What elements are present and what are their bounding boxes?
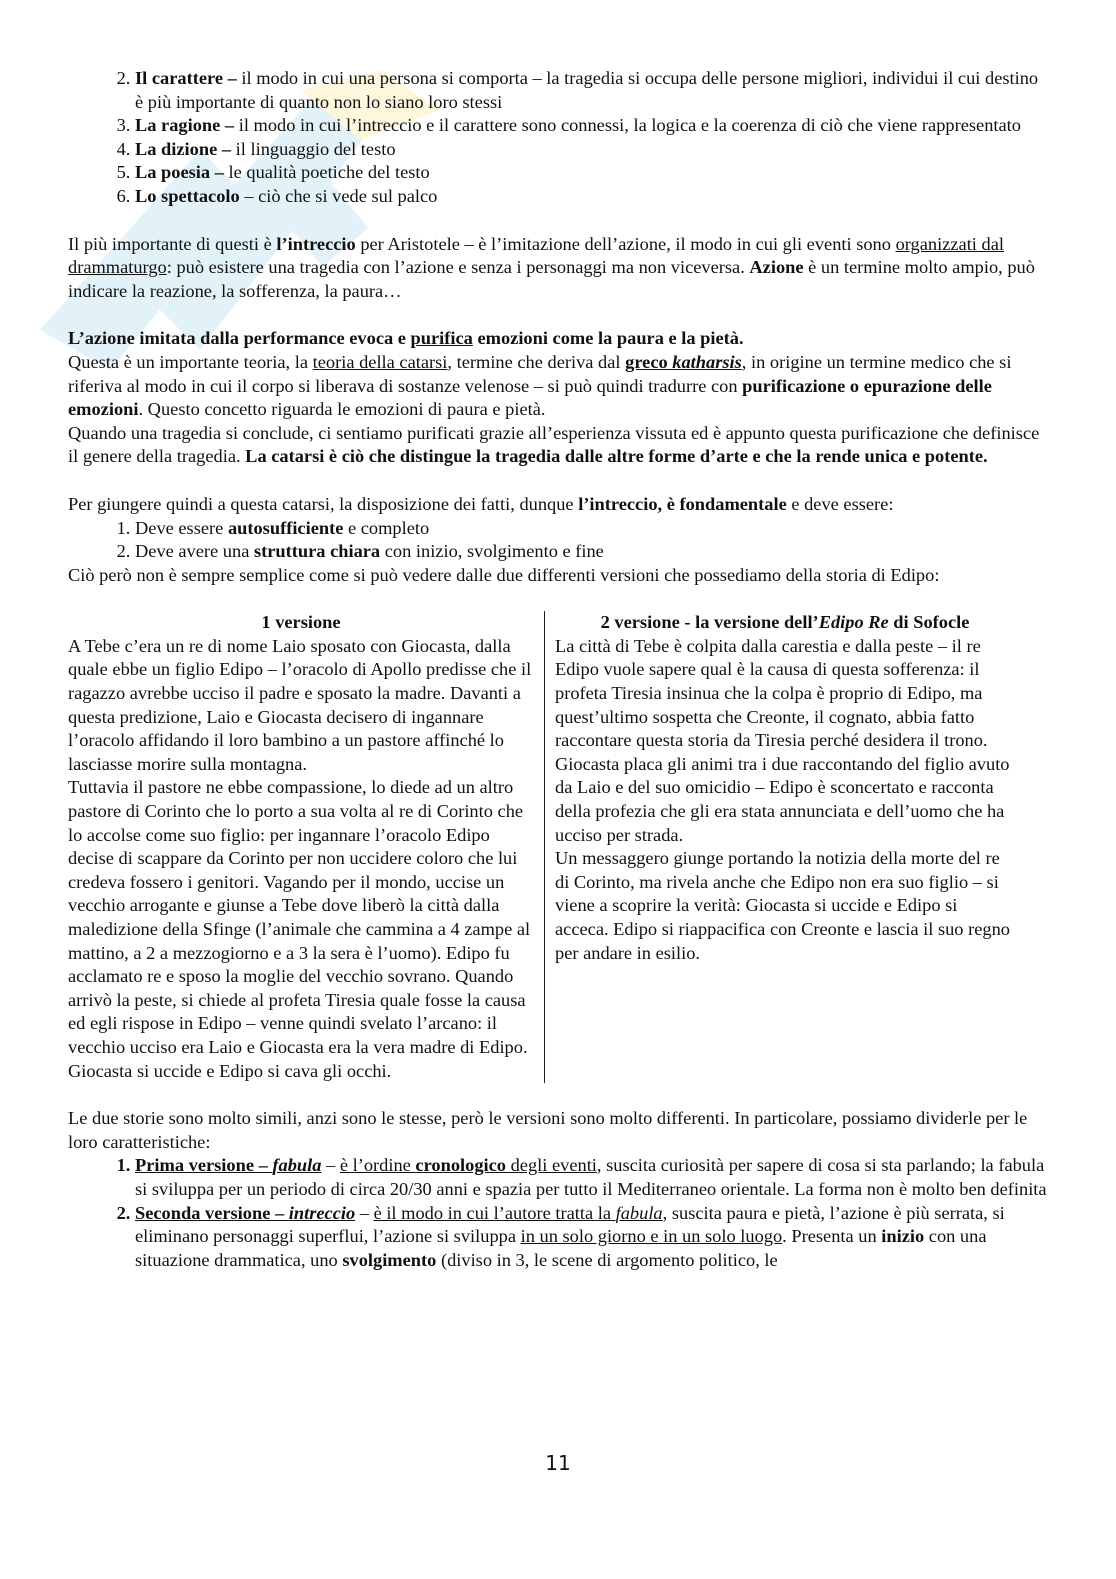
list-item: 3. La ragione – il modo in cui l’intreccio e il carattere sono connessi, la logica e la coerenza di ciò che viene rappresentato xyxy=(135,114,1048,138)
column-second-version xyxy=(545,611,1015,1083)
list-item: 2. Deve avere una struttura chiara con inizio, svolgimento e fine xyxy=(135,540,1048,564)
paragraph-conclusion: Le due storie sono molto simili, anzi sono le stesse, però le versioni sono molto differenti. In particolare, possiamo dividerle per le loro caratteristiche: xyxy=(68,1108,1028,1152)
column-first-version xyxy=(68,611,545,1083)
paragraph-intreccio: Per giungere quindi a questa catarsi, la disposizione dei fatti, dunque l’intreccio, è fondamentale e deve essere: xyxy=(68,493,894,514)
column-text: A Tebe c’era un re di nome Laio sposato con Giocasta, dalla quale ebbe un figlio Edipo – l’oracolo di Apollo predisse che il ragazzo avrebbe ucciso il padre e sposato la madre. Davanti a questa predizione, Laio e Giocasta decisero di ingannare l’oracolo affidando il loro bambino a un pastore affinché lo lasciasse morire sulla montagna. xyxy=(68,635,532,774)
intreccio-list xyxy=(68,517,1048,564)
list-item: 2. Seconda versione – intreccio – è il modo in cui l’autore tratta la fabula, suscita paura e pietà, l’azione è più serrata, si eliminano personaggi superflui, l’azione si sviluppa in un solo giorno e in un solo luogo. Presenta un inizio con una situazione drammatica, uno svolgimento (diviso in 3, le scene di argomento politico, le xyxy=(135,1202,1048,1273)
heading-catarsi: L’azione imitata dalla performance evoca e purifica emozioni come la paura e la pietà. xyxy=(68,328,744,349)
column-title: 1 versione xyxy=(261,612,341,633)
list-item: 2. Il carattere – il modo in cui una persona si comporta – la tragedia si occupa delle persone migliori, individui il cui destino è più importante di quanto non lo siano loro stessi xyxy=(135,67,1048,114)
paragraph-intreccio-aristotele: Il più importante di questi è l’intreccio per Aristotele – è l’imitazione dell’azione, il modo in cui gli eventi sono organizzati dal drammaturgo: può esistere una tragedia con l’azione e senza i personaggi ma non viceversa. Azione è un termine molto ampio, può indicare la reazione, la sofferenza, la paura… xyxy=(68,233,1035,301)
page-number: 11 xyxy=(545,1451,571,1475)
conclusion-list xyxy=(68,1154,1048,1272)
paragraph-catarsi: Questa è un importante teoria, la teoria della catarsi, termine che deriva dal greco katharsis, in origine un termine medico che si riferiva al modo in cui il corpo si liberava di sostanze velenose – si può quindi tradurre con purificazione o epurazione delle emozioni. Questo concetto riguarda le emozioni di paura e pietà. xyxy=(68,351,1012,420)
two-column-versions xyxy=(68,611,1048,1083)
term: Il carattere – xyxy=(135,68,237,88)
list-item: 4. La dizione – il linguaggio del testo xyxy=(135,138,1048,162)
top-list xyxy=(68,67,1048,209)
column-text: Un messaggero giunge portando la notizia della morte del re di Corinto, ma rivela anche che Edipo non era suo figlio – si viene a scoprire la verità: Giocasta si uccide e Edipo si acceca. Edipo si riappacifica con Creonte e lascia il suo regno per andare in esilio. xyxy=(555,848,1010,963)
column-title: 2 versione - la versione dell’Edipo Re di Sofocle xyxy=(600,612,970,633)
term: La ragione – xyxy=(135,115,235,136)
paragraph-versioni: Ciò però non è sempre semplice come si può vedere dalle due differenti versioni che possediamo della storia di Edipo: xyxy=(68,564,940,585)
term: La dizione – xyxy=(135,138,232,159)
term: Lo spettacolo xyxy=(135,185,240,206)
term: La poesia – xyxy=(135,162,224,183)
list-item: 5. La poesia – le qualità poetiche del testo xyxy=(135,161,1048,185)
list-item: 1. Deve essere autosufficiente e completo xyxy=(135,517,1048,541)
list-item: 6. Lo spettacolo – ciò che si vede sul palco xyxy=(135,185,1048,209)
list-item: 1. Prima versione – fabula – è l’ordine cronologico degli eventi, suscita curiosità per sapere di cosa si sta parlando; la fabula si sviluppa per un periodo di circa 20/30 anni e spazia per tutto il Mediterraneo orientale. La forma non è molto ben definita xyxy=(135,1154,1048,1201)
column-text: Tuttavia il pastore ne ebbe compassione, lo diede ad un altro pastore di Corinto che lo porto a sua volta al re di Corinto che lo accolse come suo figlio: per ingannare l’oracolo Edipo decise di scappare da Corinto per non uccidere coloro che lui credeva fossero i genitori. Vagando per il mondo, uccise un vecchio arrogante e giunse a Tebe dove liberò la città dalla maledizione della Sfinge (l’animale che cammina a 4 zampe al mattino, a 2 a mezzogiorno e a 3 la sera è l’uomo). Edipo fu acclamato re e sposo la moglie del vecchio sovrano. Quando arrivò la peste, si chiede al profeta Tiresia quale fosse la causa ed egli rispose in Edipo – venne quindi svelato l’arcano: il vecchio ucciso era Laio e Giocasta era la vera madre di Edipo. xyxy=(68,777,531,1057)
document-page xyxy=(68,67,1048,1272)
column-text: La città di Tebe è colpita dalla carestia e dalla peste – il re Edipo vuole sapere qual è la causa di questa sofferenza: il profeta Tiresia insinua che la colpa è proprio di Edipo, ma quest’ultimo sospetta che Creonte, il cognato, abbia fatto raccontare questa storia da Tiresia perché desidera il trono. Giocasta placa gli animi tra i due raccontando del figlio avuto da Laio e del suo omicidio – Edipo è sconcertato e racconta della profezia che gli era stata annunciata e dell’uomo che ha ucciso per strada. xyxy=(555,635,1010,845)
paragraph-catarsi-2: Quando una tragedia si conclude, ci sentiamo purificati grazie all’esperienza vissuta ed è appunto questa purificazione che definisce il genere della tragedia. La catarsi è ciò che distingue la tragedia dalle altre forme d’arte e che la rende unica e potente. xyxy=(68,422,1040,467)
column-text: Giocasta si uccide e Edipo si cava gli occhi. xyxy=(68,1060,392,1081)
